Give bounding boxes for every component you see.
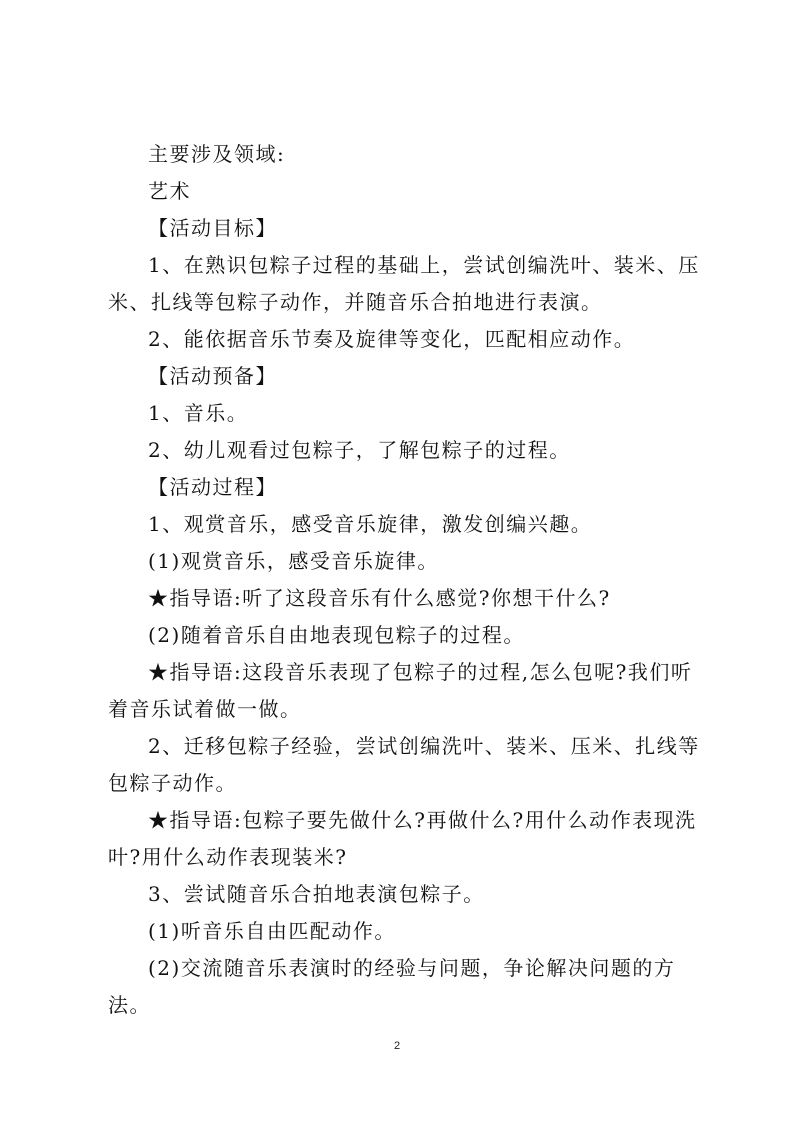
paragraph-goal-1: 1、在熟识包粽子过程的基础上，尝试创编洗叶、装米、压米、扎线等包粽子动作，并随音乐合拍地进行表演。 bbox=[108, 253, 700, 314]
paragraph-domain-label: 主要涉及领域: bbox=[148, 142, 286, 166]
paragraph-process-2: 2、迁移包粽子经验，尝试创编洗叶、装米、压米、扎线等包粽子动作。 bbox=[108, 734, 700, 795]
paragraph-domain-value: 艺术 bbox=[148, 179, 191, 203]
paragraph-preparation-1: 1、音乐。 bbox=[148, 401, 249, 425]
paragraph-process-3-2: (2)交流随音乐表演时的经验与问题，争论解决问题的方法。 bbox=[108, 956, 676, 1017]
paragraph-process-3-1: (1)听音乐自由匹配动作。 bbox=[148, 919, 396, 943]
paragraph-preparation-2: 2、幼儿观看过包粽子，了解包粽子的过程。 bbox=[148, 438, 571, 462]
paragraph-guide-2: ★指导语:这段音乐表现了包粽子的过程,怎么包呢?我们听着音乐试着做一做。 bbox=[108, 660, 693, 721]
paragraph-process-3: 3、尝试随音乐合拍地表演包粽子。 bbox=[148, 882, 485, 906]
section-heading-goals: 【活动目标】 bbox=[148, 216, 277, 240]
paragraph-process-1: 1、观赏音乐，感受音乐旋律，激发创编兴趣。 bbox=[148, 512, 593, 536]
paragraph-goal-2: 2、能依据音乐节奏及旋律等变化，匹配相应动作。 bbox=[148, 327, 636, 351]
page-number: 2 bbox=[393, 1040, 401, 1052]
paragraph-process-1-2: (2)随着音乐自由地表现包粽子的过程。 bbox=[148, 623, 525, 647]
section-heading-process: 【活动过程】 bbox=[148, 475, 277, 499]
section-heading-preparation: 【活动预备】 bbox=[148, 364, 277, 388]
document-body bbox=[108, 136, 706, 1024]
paragraph-process-1-1: (1)观赏音乐，感受音乐旋律。 bbox=[148, 549, 439, 573]
paragraph-guide-3: ★指导语:包粽子要先做什么?再做什么?用什么动作表现洗叶?用什么动作表现装米? bbox=[108, 808, 697, 869]
paragraph-guide-1: ★指导语:听了这段音乐有什么感觉?你想干什么? bbox=[148, 586, 611, 610]
